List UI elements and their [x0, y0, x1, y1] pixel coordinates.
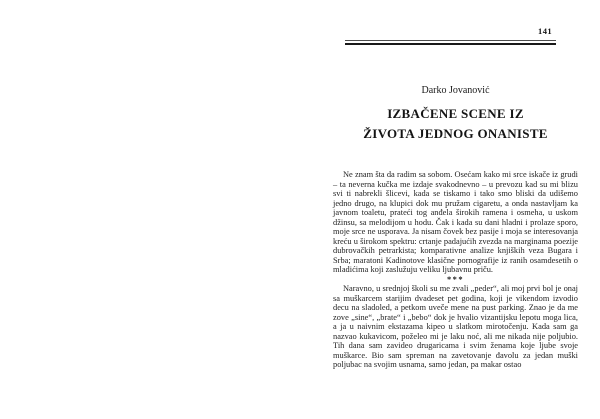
section-separator: *** [446, 274, 465, 284]
header-rule [345, 40, 556, 45]
author-name: Darko Jovanović [421, 85, 490, 96]
paragraph-1: Ne znam šta da radim sa sobom. Osećam kako mi srce iskače iz grudi – ta neverna kučka me izdaje svakodnevno – u prevozu kad su mi blizu svi ti nabrekli šlicevi, kada se tiskamo i tako smo bliski da udišemo jedno drugo, na klupici dok mu pružam cigaretu, a onda nastavljam ka javnom toaletu, prateći tog anđela širokih ramena i osmeha, u uskom džinsu, sa melodijom u hodu. Čak i kada su dani hladni i prolaze sporo, moje srce ne usporava. Ja nisam čovek bez pasije i moja se interesovanja kreću u širokom spektru: crtanje padajućih zvezda na marginama poezije dubrovačkih petrarkista; komparativne analize knjiških veza Bugara i Srba; maratoni Kadinotove klasične pornografije iz ranih osamdesetih o mladićima koji zaslužuju veliku ljubavnu priču. [333, 170, 578, 274]
paragraph-2: Naravno, u srednjoj školi su me zvali „peder“, ali moj prvi bol je onaj sa muškarcem starijim dvadeset pet godina, koji je vikendom izvodio decu na sladoled, a petkom uveče mene na pust parking. Znao je da me zove „sine“, „brate“ i „bebo“ dok je hvalio vizantijsku lepotu moga lica, a ja u naivnim ekstazama kipeo u slatkom mirotočenju. Kada sam ga nazvao kukavicom, poželeo mi je laku noć, ali me nikada nije poljubio. Tih dana sam zavideo drugaricama i svim ženama koje ljube svoje muškarce. Bio sam spreman na zavetovanje đavolu za jedan muški poljubac na svojim usnama, samo jedan, pa makar ostao [333, 284, 578, 369]
article-title [333, 104, 578, 144]
body-text [333, 170, 578, 370]
page-number: 141 [538, 26, 552, 36]
article-title-line-1: IZBAČENE SCENE IZ [387, 106, 524, 121]
article-title-line-2: ŽIVOTA JEDNOG ONANISTE [363, 126, 548, 141]
